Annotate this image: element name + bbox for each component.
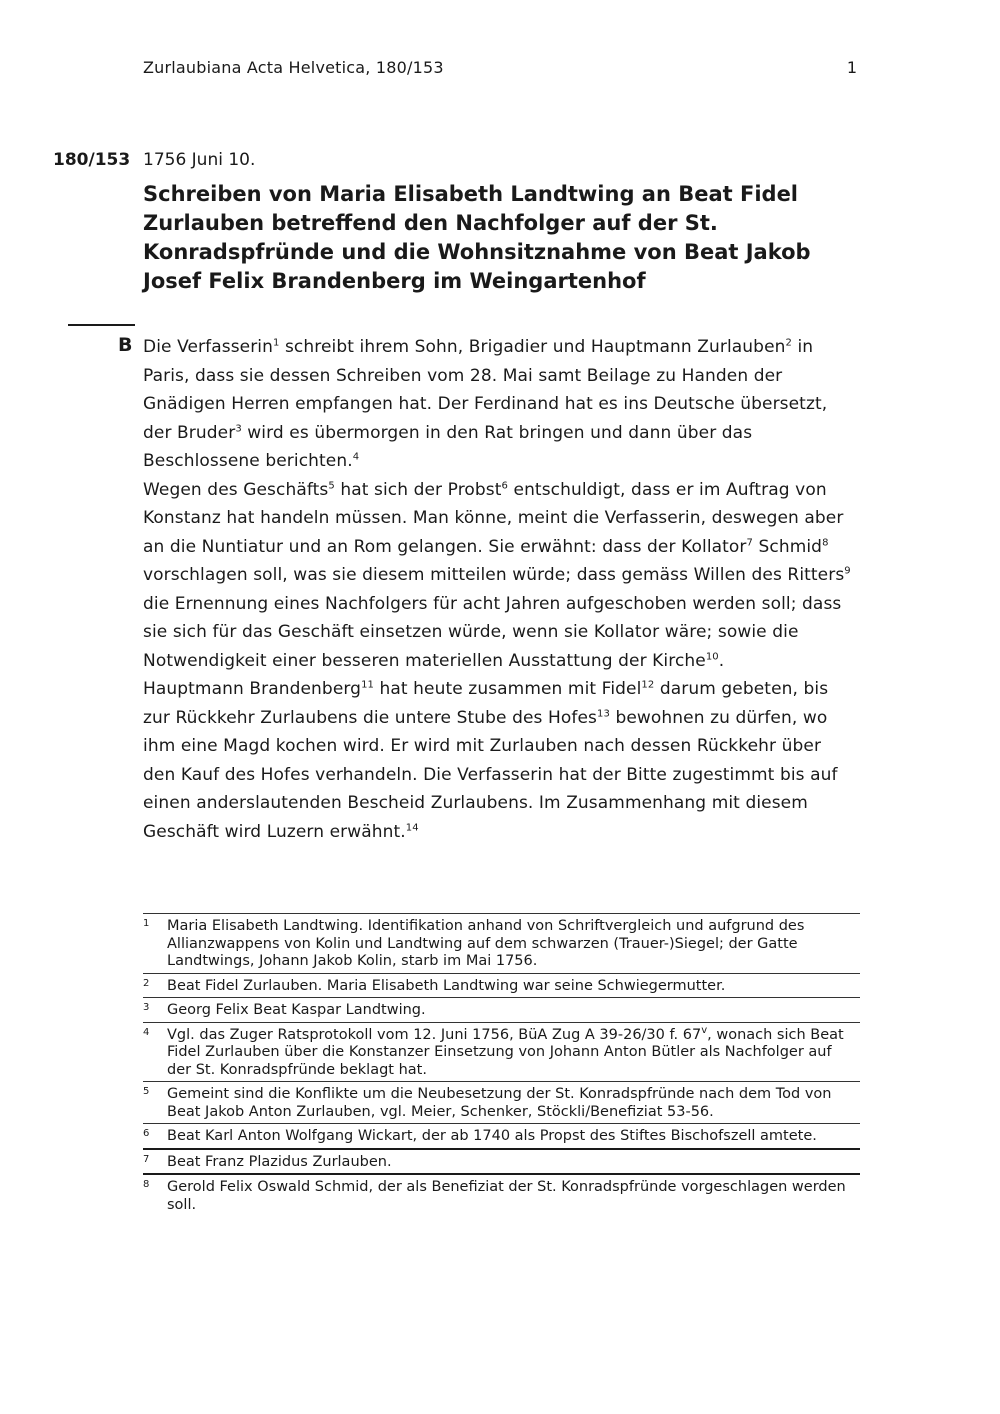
verso-mark: v <box>701 1024 708 1036</box>
footnote-ref[interactable]: 6 <box>501 479 508 491</box>
document-date: 1756 Juni 10. <box>143 150 256 170</box>
footnote-ref[interactable]: 5 <box>328 479 335 491</box>
footnote-ref[interactable]: 12 <box>641 679 655 691</box>
footnote-ref[interactable]: 13 <box>597 707 610 719</box>
regest-text: Wegen des Geschäfts <box>143 479 329 500</box>
regest-text: hat heute zusammen mit Fidel <box>374 679 642 699</box>
regest-text: schreibt ihrem Sohn, Brigadier und Hauptmann Zurlauben <box>279 337 786 357</box>
footnote-number: 8 <box>143 1179 150 1190</box>
footnote <box>143 1123 860 1148</box>
footnote-ref[interactable]: 14 <box>405 821 419 833</box>
footnote <box>143 1081 860 1123</box>
regest-text: vorschlagen soll, was sie diesem mitteilen würde; dass gemäss Willen des Ritters <box>143 565 845 585</box>
regest-marker: B <box>118 334 133 356</box>
footnote-number: 7 <box>143 1153 150 1165</box>
footnote <box>143 973 860 998</box>
footnote-number: 3 <box>143 1002 150 1013</box>
regest-text: entschuldigt, dass er im Auftrag von Konstanz hat handeln müssen. Man könne, meint die Verfasserin, deswegen aber an die Nuntiatur und an Rom gelangen. Sie erwähnt: dass der Kollator <box>143 479 844 557</box>
section-divider <box>68 324 135 326</box>
regest-text: Schmid <box>752 536 823 557</box>
regest-text: Hauptmann Brandenberg <box>143 679 362 699</box>
footnote-ref[interactable]: 8 <box>822 536 829 548</box>
footnote-number: 2 <box>143 977 150 989</box>
regest-text: Die Verfasserin <box>143 337 273 357</box>
footnote <box>143 1148 860 1174</box>
running-header-title: Zurlaubiana Acta Helvetica, 180/153 <box>143 58 444 77</box>
footnote-number: 1 <box>143 918 150 929</box>
footnote-number: 5 <box>143 1086 150 1097</box>
footnote-text: Maria Elisabeth Landtwing. Identifikation anhand von Schriftvergleich und aufgrund des Allianzwappens von Kolin und Landtwing auf dem schwarzen (Trauer-)Siegel; der Gatte Landtwings, Johann Jakob Kolin, starb im Mai 1756. <box>167 918 805 969</box>
footnote-text: Gemeint sind die Konflikte um die Neubesetzung der St. Konradspfründe nach dem Tod von Beat Jakob Anton Zurlauben, vgl. Meier, Schenker, Stöckli/Benefiziat 53-56. <box>167 1086 832 1120</box>
footnote <box>143 1022 860 1082</box>
regest-text: in Paris, dass sie dessen Schreiben vom 28. Mai samt Beilage zu Handen der Gnädigen Herren empfangen hat. Der Ferdinand hat es ins Deutsche übersetzt, der Bruder <box>143 337 828 443</box>
footnote-text: Beat Karl Anton Wolfgang Wickart, der ab 1740 als Propst des Stiftes Bischofszell amtete. <box>167 1128 817 1144</box>
regest-text: wird es übermorgen in den Rat bringen und dann über das Beschlossene berichten. <box>143 422 753 471</box>
regest-text: darum gebeten, bis zur Rückkehr Zurlaubens die untere Stube des Hofes <box>143 679 829 728</box>
footnote-ref[interactable]: 10 <box>705 650 719 662</box>
page-number: 1 <box>846 58 857 77</box>
footnote-ref[interactable]: 2 <box>785 337 792 349</box>
document-title: Schreiben von Maria Elisabeth Landtwing an Beat Fidel Zurlauben betreffend den Nachfolger auf der St. Konradspfründe und die Wohnsitznahme von Beat Jakob Josef Felix Brandenberg im Weingartenhof <box>143 182 811 293</box>
footnote <box>143 997 860 1022</box>
footnote-ref[interactable]: 3 <box>235 422 242 434</box>
regest-text: die Ernennung eines Nachfolgers für acht Jahren aufgeschoben werden soll; dass sie sich für das Geschäft einsetzen würde, wenn sie Kollator wäre; sowie die Notwendigkeit einer besseren materiellen Ausstattung der Kirche <box>143 593 842 671</box>
footnote-text: Beat Franz Plazidus Zurlauben. <box>167 1153 392 1170</box>
footnote <box>143 1173 860 1216</box>
regest-paragraph <box>143 675 858 846</box>
footnote-ref[interactable]: 4 <box>352 451 360 463</box>
footnote <box>143 913 860 973</box>
footnote-ref[interactable]: 7 <box>746 536 753 548</box>
document-id: 180/153 <box>53 150 131 170</box>
regest-paragraph <box>143 476 858 676</box>
footnote-number: 6 <box>143 1128 150 1139</box>
footnote-text-part: Vgl. das Zuger Ratsprotokoll vom 12. Juni 1756, BüA Zug A 39-26/30 f. 67 <box>167 1026 702 1043</box>
regest-body <box>143 333 858 846</box>
footnote-number: 4 <box>143 1026 150 1038</box>
footnote-text: Beat Fidel Zurlauben. Maria Elisabeth Landtwing war seine Schwiegermutter. <box>167 977 726 994</box>
regest-text: bewohnen zu dürfen, wo ihm eine Magd kochen wird. Er wird mit Zurlauben nach dessen Rückkehr über den Kauf des Hofes verhandeln. Die Verfasserin hat der Bitte zugestimmt bis auf einen anderslautenden Bescheid Zurlaubens. Im Zusammenhang mit diesem Geschäft wird Luzern erwähnt. <box>143 707 838 842</box>
footnote-ref[interactable]: 9 <box>844 565 851 577</box>
footnote-ref[interactable]: 1 <box>273 337 280 349</box>
footnotes <box>143 913 860 1216</box>
footnote-text: Gerold Felix Oswald Schmid, der als Benefiziat der St. Konradspfründe vorgeschlagen werden soll. <box>167 1179 846 1213</box>
footnote-ref[interactable]: 11 <box>361 679 374 691</box>
footnote-text: Georg Felix Beat Kaspar Landtwing. <box>167 1002 426 1018</box>
footnote-text <box>167 1024 860 1080</box>
footnote-text-part: , wonach sich Beat Fidel Zurlauben über die Konstanzer Einsetzung von Johann Anton Bütler als Nachfolger auf der St. Konradspfründe beklagt hat. <box>167 1026 844 1078</box>
regest-text: hat sich der Probst <box>334 479 502 500</box>
regest-paragraph <box>143 333 858 476</box>
regest-text: . <box>718 650 725 671</box>
